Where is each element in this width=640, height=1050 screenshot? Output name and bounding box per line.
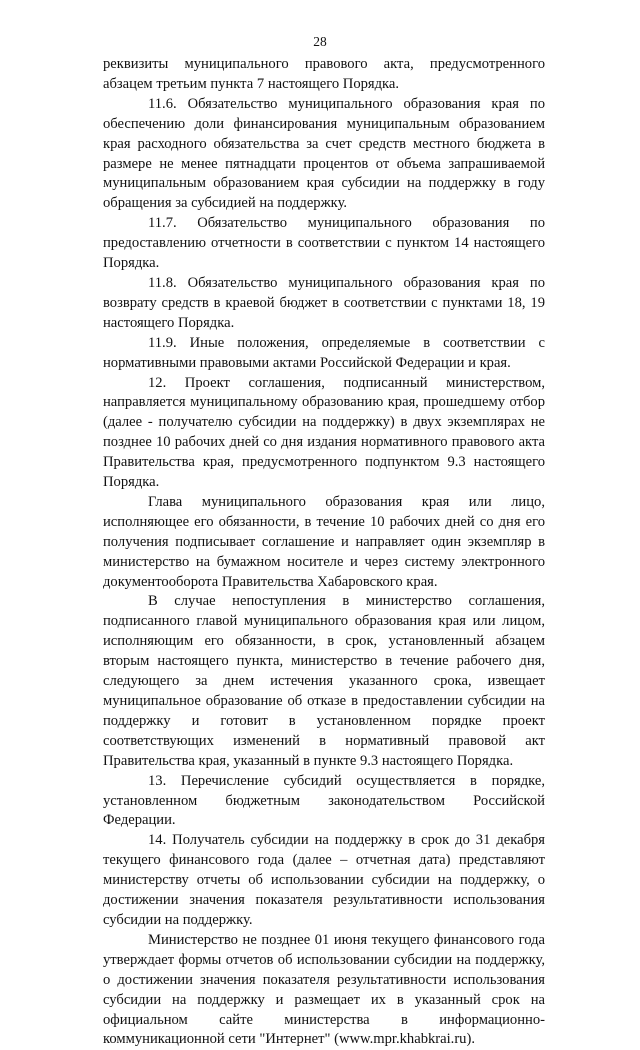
paragraph-11-7: 11.7. Обязательство муниципального образования по предоставлению отчетности в соответствии с пунктом 14 настоящего Порядка.	[103, 215, 545, 272]
paragraph-11-6: 11.6. Обязательство муниципального образования края по обеспечению доли финансирования муниципальным образованием края расходного обязательства за счет средств местного бюджета в размере не менее пятнадцати процентов от объема запрашиваемой муниципальным образованием края субсидии на поддержку в году обращения за субсидией на поддержку.	[103, 95, 545, 212]
paragraph-12-third: В случае непоступления в министерство соглашения, подписанного главой муниципального образования края или лицом, исполняющим его обязанности, в срок, установленный абзацем вторым настоящего пункта, министерство в течение рабочего дня, следующего за днем истечения указанного срока, извещает муниципальное образование об отказе в предоставлении субсидии на поддержку и готовит в установленном порядке проект соответствующих изменений в нормативный правовой акт Правительства края, указанный в пункте 9.3 настоящего Порядка.	[103, 593, 545, 769]
paragraph-13: 13. Перечисление субсидий осуществляется в порядке, установленном бюджетным законодательством Российской Федерации.	[103, 772, 545, 829]
paragraph-11-8: 11.8. Обязательство муниципального образования края по возврату средств в краевой бюджет в соответствии с пунктами 18, 19 настоящего Порядка.	[103, 274, 545, 331]
document-body	[103, 55, 545, 1050]
paragraph-14: 14. Получатель субсидии на поддержку в срок до 31 декабря текущего финансового года (далее – отчетная дата) представляют министерству отчеты об использовании субсидии на поддержку, о достижении значения показателя результативности использования субсидии на поддержку.	[103, 832, 545, 928]
paragraph-continuation: реквизиты муниципального правового акта, предусмотренного абзацем третьим пункта 7 настоящего Порядка.	[103, 56, 545, 92]
paragraph-11-9: 11.9. Иные положения, определяемые в соответствии с нормативными правовыми актами Российской Федерации и края.	[103, 334, 545, 371]
paragraph-12-second: Глава муниципального образования края или лицо, исполняющее его обязанности, в течение 10 рабочих дней со дня его получения подписывает соглашение и направляет один экземпляр в министерство на бумажном носителе и через систему электронного документооборота Правительства Хабаровского края.	[103, 493, 545, 590]
paragraph-14-second: Министерство не позднее 01 июня текущего финансового года утверждает формы отчетов об использовании субсидии на поддержку, о достижении значения показателя результативности использования субсидии на поддержку и размещает их в указанный срок на официальном сайте министерства в информационно-коммуникационной сети "Интернет" (www.mpr.khabkrai.ru).	[103, 931, 545, 1048]
paragraph-12: 12. Проект соглашения, подписанный министерством, направляется муниципальному образованию края, прошедшему отбор (далее - получателю субсидии на поддержку) в двух экземплярах не позднее 10 рабочих дней со дня издания нормативного правового акта Правительства края, предусмотренного подпунктом 9.3 настоящего Порядка.	[103, 374, 545, 491]
page-number: 28	[313, 34, 327, 49]
